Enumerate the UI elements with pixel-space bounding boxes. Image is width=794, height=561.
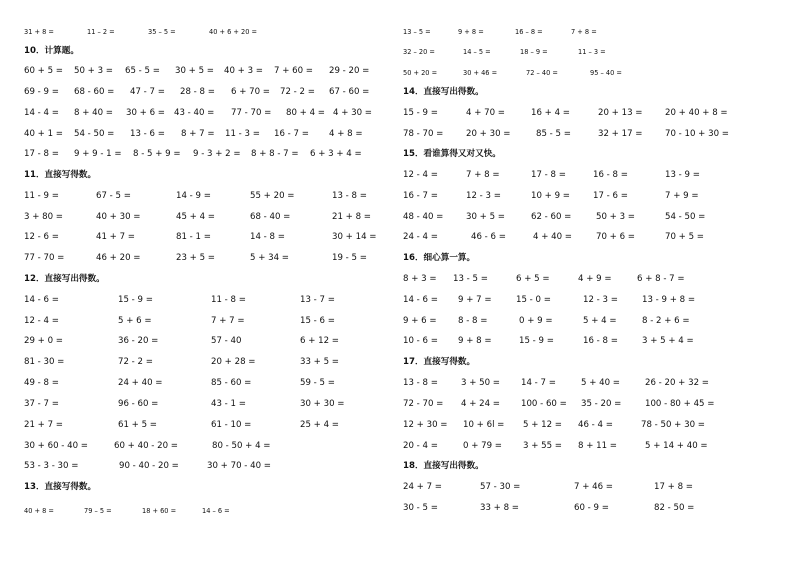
arithmetic-problem: 4 + 30 =	[333, 108, 372, 118]
arithmetic-problem: 14 - 8 =	[250, 232, 285, 242]
arithmetic-problem: 12 + 30 =	[403, 420, 448, 430]
arithmetic-problem: 23 + 5 =	[176, 253, 215, 263]
arithmetic-problem: 33 + 8 =	[480, 503, 519, 513]
arithmetic-problem: 15 - 9 =	[118, 295, 153, 305]
arithmetic-problem: 30 + 46 =	[463, 69, 498, 77]
arithmetic-problem: 46 - 4 =	[578, 420, 613, 430]
arithmetic-problem: 10 + 9 =	[531, 191, 570, 201]
arithmetic-problem: 3 + 50 =	[461, 378, 500, 388]
section-title: 16．细心算一算。	[403, 253, 476, 263]
arithmetic-problem: 28 - 8 =	[180, 87, 215, 97]
section-title: 17．直接写得数。	[403, 357, 476, 367]
arithmetic-problem: 3 + 80 =	[24, 212, 63, 222]
arithmetic-problem: 30 + 6 =	[126, 108, 165, 118]
arithmetic-problem: 8 + 7 =	[181, 129, 215, 139]
arithmetic-problem: 78 - 70 =	[403, 129, 444, 139]
arithmetic-problem: 50 + 3 =	[596, 212, 635, 222]
arithmetic-problem: 70 + 5 =	[665, 232, 704, 242]
arithmetic-problem: 53 - 3 - 30 =	[24, 461, 79, 471]
arithmetic-problem: 32 – 20 =	[403, 48, 435, 56]
arithmetic-problem: 65 - 5 =	[125, 66, 160, 76]
arithmetic-problem: 10 + 6l =	[463, 420, 505, 430]
arithmetic-problem: 60 + 5 =	[24, 66, 63, 76]
section-title: 14．直接写出得数。	[403, 87, 484, 97]
arithmetic-problem: 20 + 40 + 8 =	[665, 108, 728, 118]
arithmetic-problem: 29 + 0 =	[24, 336, 63, 346]
arithmetic-problem: 14 - 9 =	[176, 191, 211, 201]
arithmetic-problem: 54 - 50 =	[665, 212, 706, 222]
section-title: 15．看谁算得又对又快。	[403, 149, 501, 159]
arithmetic-problem: 90 - 40 - 20 =	[119, 461, 179, 471]
arithmetic-problem: 7 + 8 =	[571, 28, 597, 36]
arithmetic-problem: 9 + 6 =	[403, 316, 437, 326]
arithmetic-problem: 67 - 5 =	[96, 191, 131, 201]
arithmetic-problem: 20 - 4 =	[403, 441, 438, 451]
arithmetic-problem: 55 + 20 =	[250, 191, 295, 201]
arithmetic-problem: 12 - 3 =	[583, 295, 618, 305]
arithmetic-problem: 16 - 7 =	[274, 129, 309, 139]
arithmetic-problem: 57 - 40	[211, 336, 242, 346]
arithmetic-problem: 13 – 5 =	[403, 28, 431, 36]
arithmetic-problem: 7 + 60 =	[274, 66, 313, 76]
arithmetic-problem: 17 + 8 =	[654, 482, 693, 492]
arithmetic-problem: 9 + 8 =	[458, 28, 484, 36]
arithmetic-problem: 11 – 3 =	[578, 48, 606, 56]
arithmetic-problem: 4 + 70 =	[466, 108, 505, 118]
arithmetic-problem: 13 - 7 =	[300, 295, 335, 305]
arithmetic-problem: 14 – 5 =	[463, 48, 491, 56]
arithmetic-problem: 17 - 8 =	[24, 149, 59, 159]
arithmetic-problem: 8 + 3 =	[403, 274, 437, 284]
section-title: 10．计算题。	[24, 46, 79, 56]
arithmetic-problem: 16 - 8 =	[593, 170, 628, 180]
arithmetic-problem: 77 - 70 =	[24, 253, 65, 263]
arithmetic-problem: 48 - 40 =	[403, 212, 444, 222]
arithmetic-problem: 45 + 4 =	[176, 212, 215, 222]
arithmetic-problem: 77 - 70 =	[231, 108, 272, 118]
arithmetic-problem: 13 - 9 =	[665, 170, 700, 180]
arithmetic-problem: 0 + 79 =	[463, 441, 502, 451]
arithmetic-problem: 43 - 1 =	[211, 399, 246, 409]
arithmetic-problem: 21 + 8 =	[332, 212, 371, 222]
arithmetic-problem: 36 - 20 =	[118, 336, 159, 346]
arithmetic-problem: 70 + 6 =	[596, 232, 635, 242]
arithmetic-problem: 9 + 9 - 1 =	[74, 149, 122, 159]
arithmetic-problem: 7 + 9 =	[665, 191, 699, 201]
arithmetic-problem: 30 + 30 =	[300, 399, 345, 409]
arithmetic-problem: 47 - 7 =	[130, 87, 165, 97]
section-title: 18．直接写出得数。	[403, 461, 484, 471]
arithmetic-problem: 15 - 9 =	[403, 108, 438, 118]
arithmetic-problem: 40 + 8 =	[24, 507, 54, 515]
arithmetic-problem: 80 - 50 + 4 =	[212, 441, 271, 451]
arithmetic-problem: 32 + 17 =	[598, 129, 643, 139]
arithmetic-problem: 96 - 60 =	[118, 399, 159, 409]
arithmetic-problem: 6 + 70 =	[231, 87, 270, 97]
arithmetic-problem: 15 - 9 =	[519, 336, 554, 346]
arithmetic-problem: 5 + 40 =	[581, 378, 620, 388]
arithmetic-problem: 16 – 8 =	[515, 28, 543, 36]
arithmetic-problem: 59 - 5 =	[300, 378, 335, 388]
arithmetic-problem: 13 - 5 =	[453, 274, 488, 284]
arithmetic-problem: 30 + 5 =	[466, 212, 505, 222]
arithmetic-problem: 25 + 4 =	[300, 420, 339, 430]
arithmetic-problem: 41 + 7 =	[96, 232, 135, 242]
arithmetic-problem: 60 - 9 =	[574, 503, 609, 513]
arithmetic-problem: 12 - 6 =	[24, 232, 59, 242]
arithmetic-problem: 85 - 5 =	[536, 129, 571, 139]
arithmetic-problem: 54 - 50 =	[74, 129, 115, 139]
arithmetic-problem: 100 - 80 + 45 =	[645, 399, 715, 409]
arithmetic-problem: 68 - 60 =	[74, 87, 115, 97]
arithmetic-problem: 35 – 5 =	[148, 28, 176, 36]
arithmetic-problem: 9 + 8 =	[458, 336, 492, 346]
arithmetic-problem: 5 + 6 =	[118, 316, 152, 326]
arithmetic-problem: 40 + 3 =	[224, 66, 263, 76]
arithmetic-problem: 60 + 40 - 20 =	[114, 441, 178, 451]
arithmetic-problem: 40 + 1 =	[24, 129, 63, 139]
arithmetic-problem: 12 - 4 =	[403, 170, 438, 180]
arithmetic-problem: 68 - 40 =	[250, 212, 291, 222]
arithmetic-problem: 11 - 9 =	[24, 191, 59, 201]
arithmetic-problem: 81 - 30 =	[24, 357, 65, 367]
arithmetic-problem: 12 - 3 =	[466, 191, 501, 201]
arithmetic-problem: 35 - 20 =	[581, 399, 622, 409]
arithmetic-problem: 69 - 9 =	[24, 87, 59, 97]
arithmetic-problem: 78 - 50 + 30 =	[641, 420, 705, 430]
arithmetic-problem: 30 - 5 =	[403, 503, 438, 513]
arithmetic-problem: 4 + 8 =	[329, 129, 363, 139]
arithmetic-problem: 6 + 8 - 7 =	[637, 274, 685, 284]
arithmetic-problem: 7 + 8 =	[466, 170, 500, 180]
arithmetic-problem: 0 + 9 =	[519, 316, 553, 326]
arithmetic-problem: 19 - 5 =	[332, 253, 367, 263]
arithmetic-problem: 9 + 7 =	[458, 295, 492, 305]
arithmetic-problem: 61 + 5 =	[118, 420, 157, 430]
arithmetic-problem: 3 + 5 + 4 =	[642, 336, 694, 346]
arithmetic-problem: 49 - 8 =	[24, 378, 59, 388]
arithmetic-problem: 17 - 8 =	[531, 170, 566, 180]
arithmetic-problem: 70 - 10 + 30 =	[665, 129, 729, 139]
arithmetic-problem: 100 - 60 =	[521, 399, 567, 409]
arithmetic-problem: 7 + 46 =	[574, 482, 613, 492]
arithmetic-problem: 8 - 8 =	[458, 316, 488, 326]
arithmetic-problem: 95 – 40 =	[590, 69, 622, 77]
arithmetic-problem: 72 - 2 =	[118, 357, 153, 367]
arithmetic-problem: 72 – 40 =	[526, 69, 558, 77]
arithmetic-problem: 16 - 8 =	[583, 336, 618, 346]
arithmetic-problem: 21 + 7 =	[24, 420, 63, 430]
arithmetic-problem: 43 - 40 =	[174, 108, 215, 118]
arithmetic-problem: 11 – 2 =	[87, 28, 115, 36]
arithmetic-problem: 18 + 60 =	[142, 507, 177, 515]
arithmetic-problem: 61 - 10 =	[211, 420, 252, 430]
arithmetic-problem: 11 - 3 =	[225, 129, 260, 139]
arithmetic-problem: 14 – 6 =	[202, 507, 230, 515]
arithmetic-problem: 46 - 6 =	[471, 232, 506, 242]
arithmetic-problem: 7 + 7 =	[211, 316, 245, 326]
arithmetic-problem: 5 + 4 =	[583, 316, 617, 326]
arithmetic-problem: 9 - 3 + 2 =	[193, 149, 241, 159]
arithmetic-problem: 33 + 5 =	[300, 357, 339, 367]
arithmetic-problem: 17 - 6 =	[593, 191, 628, 201]
arithmetic-problem: 50 + 20 =	[403, 69, 438, 77]
arithmetic-problem: 4 + 24 =	[461, 399, 500, 409]
arithmetic-problem: 12 - 4 =	[24, 316, 59, 326]
arithmetic-problem: 24 + 40 =	[118, 378, 163, 388]
section-title: 11．直接写得数。	[24, 170, 97, 180]
arithmetic-problem: 5 + 34 =	[250, 253, 289, 263]
arithmetic-problem: 8 - 2 + 6 =	[642, 316, 690, 326]
arithmetic-problem: 79 – 5 =	[84, 507, 112, 515]
arithmetic-problem: 13 - 8 =	[332, 191, 367, 201]
arithmetic-problem: 15 - 6 =	[300, 316, 335, 326]
arithmetic-problem: 31 + 8 =	[24, 28, 54, 36]
arithmetic-problem: 13 - 8 =	[403, 378, 438, 388]
arithmetic-problem: 6 + 5 =	[516, 274, 550, 284]
arithmetic-problem: 20 + 13 =	[598, 108, 643, 118]
arithmetic-problem: 30 + 70 - 40 =	[207, 461, 271, 471]
arithmetic-problem: 40 + 30 =	[96, 212, 141, 222]
arithmetic-problem: 37 - 7 =	[24, 399, 59, 409]
arithmetic-problem: 57 - 30 =	[480, 482, 521, 492]
arithmetic-problem: 50 + 3 =	[74, 66, 113, 76]
arithmetic-problem: 3 + 55 =	[523, 441, 562, 451]
arithmetic-problem: 14 - 7 =	[521, 378, 556, 388]
arithmetic-problem: 40 + 6 + 20 =	[209, 28, 258, 36]
arithmetic-problem: 14 - 6 =	[24, 295, 59, 305]
arithmetic-problem: 26 - 20 + 32 =	[645, 378, 709, 388]
arithmetic-problem: 8 + 40 =	[74, 108, 113, 118]
arithmetic-problem: 18 – 9 =	[520, 48, 548, 56]
arithmetic-problem: 24 + 7 =	[403, 482, 442, 492]
arithmetic-problem: 16 - 7 =	[403, 191, 438, 201]
arithmetic-problem: 10 - 6 =	[403, 336, 438, 346]
arithmetic-problem: 4 + 9 =	[578, 274, 612, 284]
arithmetic-problem: 8 - 5 + 9 =	[133, 149, 181, 159]
arithmetic-problem: 5 + 12 =	[523, 420, 562, 430]
arithmetic-problem: 11 - 8 =	[211, 295, 246, 305]
arithmetic-problem: 62 - 60 =	[531, 212, 572, 222]
arithmetic-problem: 5 + 14 + 40 =	[645, 441, 708, 451]
arithmetic-problem: 80 + 4 =	[286, 108, 325, 118]
arithmetic-problem: 6 + 12 =	[300, 336, 339, 346]
section-title: 13．直接写得数。	[24, 482, 97, 492]
arithmetic-problem: 46 + 20 =	[96, 253, 141, 263]
arithmetic-problem: 20 + 28 =	[211, 357, 256, 367]
arithmetic-problem: 24 - 4 =	[403, 232, 438, 242]
arithmetic-problem: 4 + 40 =	[533, 232, 572, 242]
arithmetic-problem: 72 - 70 =	[403, 399, 444, 409]
arithmetic-problem: 30 + 5 =	[175, 66, 214, 76]
arithmetic-problem: 29 - 20 =	[329, 66, 370, 76]
arithmetic-problem: 15 - 0 =	[516, 295, 551, 305]
arithmetic-problem: 67 - 60 =	[329, 87, 370, 97]
arithmetic-problem: 14 - 6 =	[403, 295, 438, 305]
arithmetic-problem: 30 + 14 =	[332, 232, 377, 242]
arithmetic-problem: 13 - 9 + 8 =	[642, 295, 696, 305]
arithmetic-problem: 85 - 60 =	[211, 378, 252, 388]
section-title: 12．直接写出得数。	[24, 274, 105, 284]
arithmetic-problem: 20 + 30 =	[466, 129, 511, 139]
arithmetic-problem: 81 - 1 =	[176, 232, 211, 242]
arithmetic-problem: 82 - 50 =	[654, 503, 695, 513]
arithmetic-problem: 16 + 4 =	[531, 108, 570, 118]
arithmetic-problem: 8 + 8 - 7 =	[251, 149, 299, 159]
arithmetic-problem: 6 + 3 + 4 =	[310, 149, 362, 159]
arithmetic-problem: 14 - 4 =	[24, 108, 59, 118]
arithmetic-problem: 72 - 2 =	[280, 87, 315, 97]
arithmetic-problem: 13 - 6 =	[130, 129, 165, 139]
arithmetic-problem: 8 + 11 =	[578, 441, 617, 451]
arithmetic-problem: 30 + 60 - 40 =	[24, 441, 88, 451]
